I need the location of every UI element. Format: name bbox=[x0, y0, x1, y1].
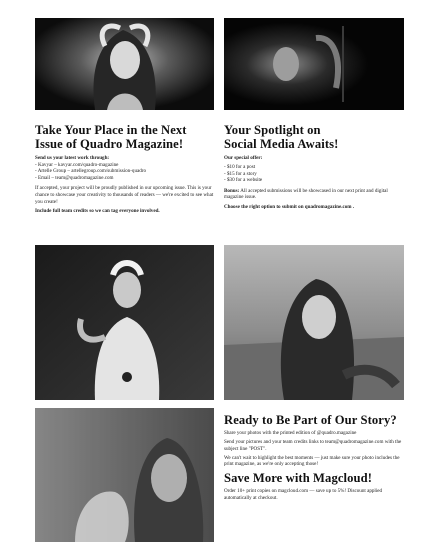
section-title: Your Spotlight on Social Media Awaits! bbox=[224, 123, 339, 151]
offer-item: - $30 for a website bbox=[224, 177, 263, 184]
paragraph-publication: If accepted, your project will be proudly published in our upcoming issue. This is your chance to showcase your creativity to thousands of readers — we're excited to see what you create! bbox=[35, 185, 214, 205]
call-for-submissions-section bbox=[35, 124, 217, 214]
photo-woman-wet-hair bbox=[224, 245, 404, 400]
submission-item: - Kavyar – kavyar.com/quadro-magazine bbox=[35, 161, 119, 168]
offer-item: - $15 for a story bbox=[224, 170, 257, 177]
photo-woman-behind-glass bbox=[35, 408, 214, 542]
print-edition-section bbox=[224, 414, 406, 501]
magcloud-title: Save More with Magcloud! bbox=[224, 470, 373, 485]
highlight-paragraph: We can't wait to highlight the best moments — just make sure your photo includes the print magazine, as we're only accepting those! bbox=[224, 454, 400, 468]
bonus-paragraph: Bonus: All accepted submissions will be showcased in our next print and digital magazine issue. bbox=[224, 187, 388, 201]
choose-option-text: Choose the right option to submit on quadromagazine.com . bbox=[224, 203, 355, 210]
offer-label: Our special offer: bbox=[224, 155, 263, 161]
magcloud-paragraph: Order 10+ print copies on magcloud.com — save up to 5%! Discount applied automatically at checkout. bbox=[224, 487, 383, 501]
photo-woman-dark-window bbox=[224, 18, 404, 110]
submission-item: - Artelle Group – artellegroup.com/submission-quadro bbox=[35, 168, 147, 175]
social-media-section bbox=[224, 124, 406, 210]
photo-ballerina bbox=[35, 245, 214, 400]
send-label: Send us your latest work through: bbox=[35, 155, 110, 161]
submission-item: - Email – team@quadromagazine.com bbox=[35, 174, 114, 181]
share-paragraph: Share your photos with the printed edition of @quadro.magazine bbox=[224, 430, 357, 436]
photo-woman-hands-in-hair bbox=[35, 18, 214, 110]
offer-item: - $10 for a post bbox=[224, 164, 256, 171]
section-title: Ready to Be Part of Our Story? bbox=[224, 413, 397, 427]
paragraph-credits: Include full team credits so we can tag everyone involved. bbox=[35, 207, 160, 214]
send-pictures-paragraph: Send your pictures and your team credits links to team@quadromagazine.com with the subject line "POST". bbox=[224, 439, 402, 452]
section-title: Take Your Place in the Next Issue of Quadro Magazine! bbox=[35, 123, 187, 151]
